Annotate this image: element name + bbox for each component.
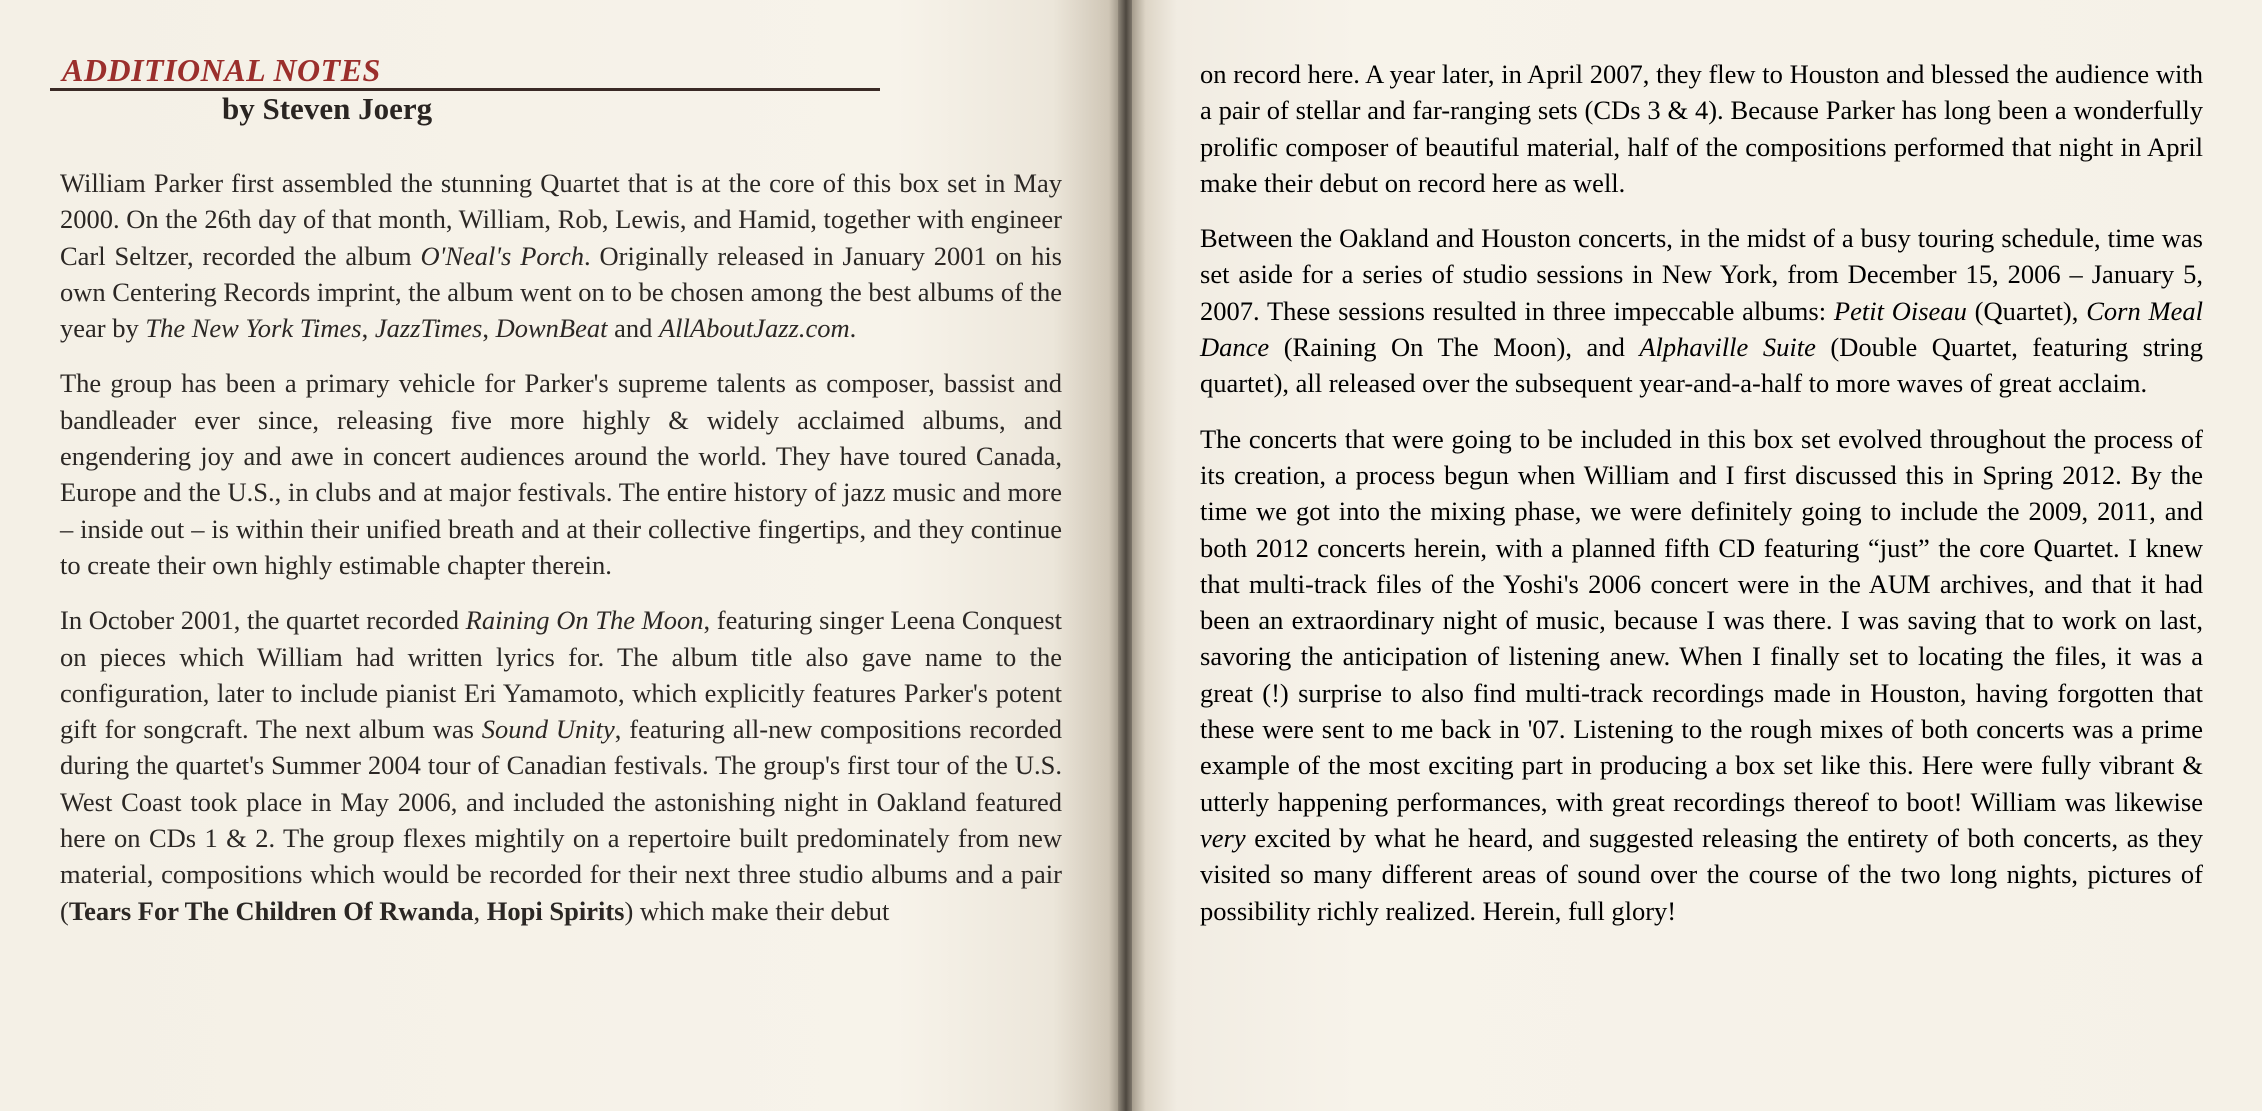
heading-title: ADDITIONAL NOTES: [62, 52, 381, 88]
text-run: (Raining On The Moon), and: [1269, 332, 1640, 363]
italic-title: JazzTimes: [374, 313, 483, 344]
bold-title: Hopi Spirits: [486, 895, 625, 926]
paragraph: [60, 602, 1062, 929]
text-run: ) which make their debut: [624, 895, 890, 926]
bold-title: Tears For The Children Of Rwanda: [68, 895, 474, 926]
italic-title: O'Neal's Porch: [420, 240, 584, 271]
italic-title: Alphaville Suite: [1639, 332, 1816, 363]
text-run: (Quartet),: [1966, 295, 2087, 326]
paragraph: [1200, 56, 2203, 201]
left-page: [0, 0, 1120, 1111]
italic-title: Raining On The Moon: [465, 605, 704, 636]
text-run: In October 2001, the quartet recorded: [60, 605, 466, 636]
text-run: William Parker first assembled the stunning Quartet that is at the core of this box set in May 2000. On the 26th day of that month, William, Rob, Lewis, and Hamid, together with engineer Carl Seltzer, recorded the album: [60, 168, 1062, 271]
text-run: The group has been a primary vehicle for Parker's supreme talents as composer, bassist and bandleader ever since, releasing five more highly & widely acclaimed albums, and engendering joy and awe in concert audiences around the world. They have toured Canada, Europe and the U.S., in clubs and at major festivals. The entire history of jazz music and more – inside out – is within their unified breath and at their collective fingertips, and they continue to create their own highly estimable chapter therein.: [60, 368, 1062, 580]
italic-title: Petit Oiseau: [1833, 295, 1967, 326]
text-run: ,: [482, 313, 496, 344]
left-column-text: [60, 165, 1062, 948]
italic-title: very: [1200, 822, 1246, 853]
text-run: excited by what he heard, and suggested releasing the entirety of both concerts, as they visited so many different areas of sound over the course of the two long nights, pictures of possibility richly realized. Herein, full glory!: [1200, 822, 2203, 926]
italic-title: Corn Meal Dance: [1200, 295, 2203, 363]
italic-title: AllAboutJazz.com: [658, 313, 850, 344]
text-run: The concerts that were going to be included in this box set evolved throughout the process of its creation, a process begun when William and I first discussed this in Spring 2012. By the time we got into the mixing phase, we were definitely going to include the 2009, 2011, and both 2012 concerts herein, with a planned fifth CD featuring “just” the core Quartet. I knew that multi-track files of the Yoshi's 2006 concert were in the AUM archives, and that it had been an extraordinary night of music, because I was there. I was saving that to work on last, savoring the anticipation of listening anew. When I finally set to locating the files, it was a great (!) surprise to also find multi-track recordings made in Houston, having forgotten that these were sent to me back in '07. Listening to the rough mixes of both concerts was a prime example of the most exciting part in producing a box set like this. Here were fully vibrant & utterly happening performances, with great recordings thereof to boot! William was likewise: [1200, 423, 2203, 817]
text-run: , featuring all-new compositions recorded during the quartet's Summer 2004 tour of Canadian festivals. The group's first tour of the U.S. West Coast took place in May 2006, and included the astonishing night in Oakland featured here on CDs 1 & 2. The group flexes mightily on a repertoire built predominately from new material, compositions which would be recorded for their next three studio albums and a pair (: [60, 714, 1063, 926]
italic-title: The New York Times: [145, 313, 362, 344]
paragraph: [60, 365, 1062, 583]
text-run: (Double Quartet, featuring string quartet), all released over the subsequent year-and-a-half to more waves of great acclaim.: [1200, 332, 2203, 399]
paragraph: [60, 165, 1062, 346]
paragraph: [1200, 220, 2203, 401]
text-run: .: [849, 313, 857, 344]
text-run: on record here. A year later, in April 2007, they flew to Houston and blessed the audience with a pair of stellar and far-ranging sets (CDs 3 & 4). Because Parker has long been a wonderfully prolific composer of beautiful material, half of the compositions performed that night in April make their debut on record here as well.: [1200, 59, 2203, 198]
italic-title: Sound Unity: [481, 714, 615, 745]
text-run: . Originally released in January 2001 on his own Centering Records imprint, the album went on to be chosen among the best albums of the year by: [60, 240, 1062, 344]
author-byline: by Steven Joerg: [222, 91, 433, 126]
italic-title: DownBeat: [495, 313, 608, 344]
text-run: , featuring singer Leena Conquest on pieces which William had written lyrics for. The album title also gave name to the configuration, later to include pianist Eri Yamamoto, which explicitly features Parker's potent gift for songcraft. The next album was: [60, 605, 1063, 745]
text-run: Between the Oakland and Houston concerts, in the midst of a busy touring schedule, time was set aside for a series of studio sessions in New York, from December 15, 2006 – January 5, 2007. These sessions resulted in three impeccable albums:: [1200, 223, 2203, 326]
right-column-text: [1200, 56, 2203, 948]
section-heading: [50, 48, 880, 91]
text-run: ,: [361, 313, 375, 344]
paragraph: [1200, 421, 2203, 929]
text-run: ,: [473, 895, 487, 926]
text-run: and: [607, 313, 659, 344]
